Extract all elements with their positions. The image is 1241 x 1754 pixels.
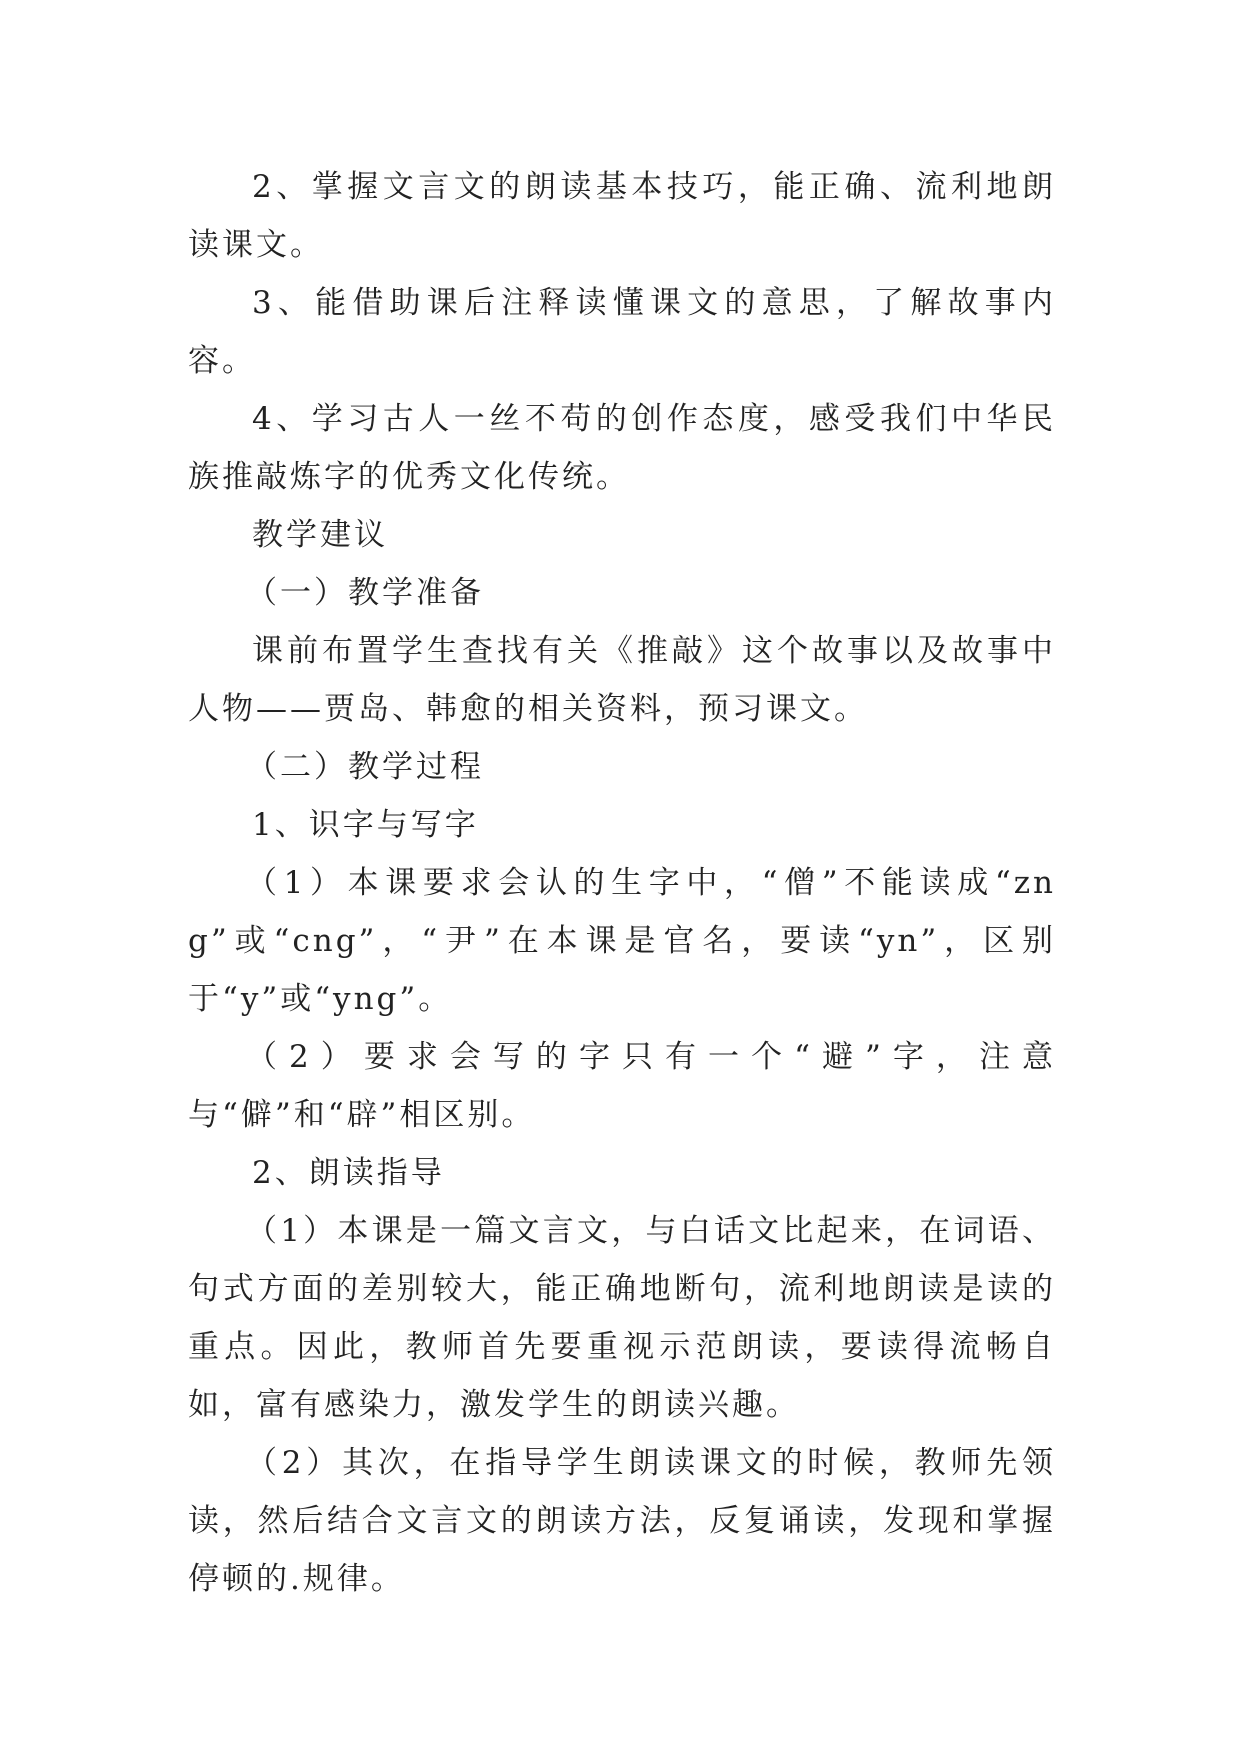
document-body (188, 158, 1056, 1608)
literacy-point-2: （2）要求会写的字只有一个“避”字，注意与“僻”和“辟”相区别。 (188, 1039, 1056, 1133)
preparation-paragraph: 课前布置学生查找有关《推敲》这个故事以及故事中人物——贾岛、韩愈的相关资料，预习课文。 (188, 633, 1056, 727)
teaching-process-heading: （二）教学过程 (246, 749, 484, 785)
teaching-suggestions-heading: 教学建议 (252, 517, 388, 553)
reading-point-1: （1）本课是一篇文言文，与白话文比起来，在词语、句式方面的差别较大，能正确地断句，流利地朗读是读的重点。因此，教师首先要重视示范朗读，要读得流畅自如，富有感染力，激发学生的朗读兴趣。 (188, 1213, 1056, 1423)
reading-point-2: （2）其次，在指导学生朗读课文的时候，教师先领读，然后结合文言文的朗读方法，反复诵读，发现和掌握停顿的.规律。 (188, 1445, 1056, 1597)
literacy-writing-heading: 1、识字与写字 (252, 807, 479, 843)
objective-4: 4、学习古人一丝不苟的创作态度，感受我们中华民族推敲炼字的优秀文化传统。 (188, 401, 1056, 495)
literacy-point-1: （1）本课要求会认的生字中，“僧”不能读成“zng”或“cng”，“尹”在本课是官名，要读“yn”，区别于“y”或“yng”。 (188, 865, 1056, 1017)
objective-2: 2、掌握文言文的朗读基本技巧，能正确、流利地朗读课文。 (188, 169, 1056, 263)
reading-guidance-heading: 2、朗读指导 (252, 1155, 445, 1191)
objective-3: 3、能借助课后注释读懂课文的意思，了解故事内容。 (188, 285, 1056, 379)
teaching-preparation-heading: （一）教学准备 (246, 575, 484, 611)
